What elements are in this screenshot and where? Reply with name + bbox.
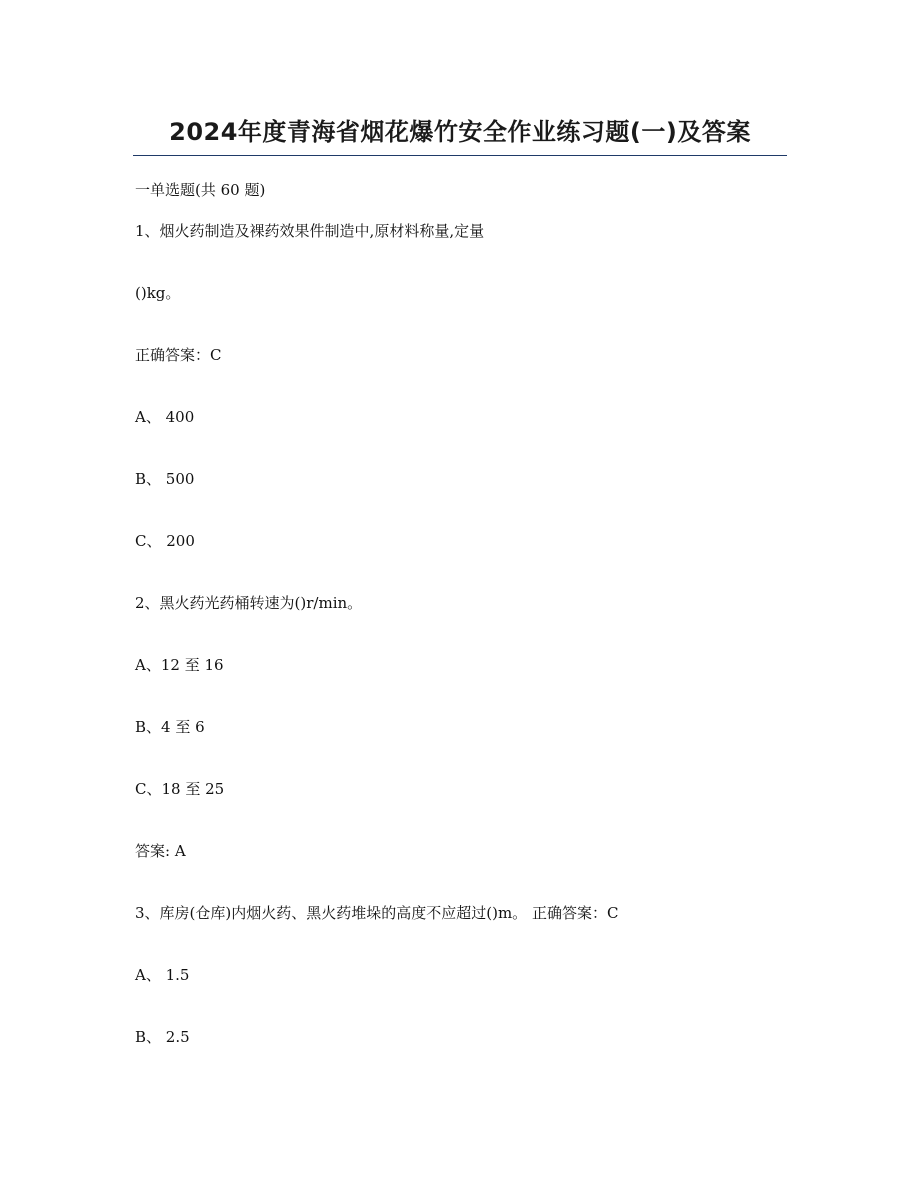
question-3-text: 3、库房(仓库)内烟火药、黑火药堆垛的高度不应超过()m。 正确答案：C [135, 904, 619, 922]
title-underline [133, 155, 787, 156]
question-2-option-c: C、18 至 25 [135, 780, 225, 798]
question-1-answer: 正确答案：C [135, 346, 222, 364]
question-1-option-a: A、 400 [135, 408, 195, 426]
document-title: 2024年度青海省烟花爆竹安全作业练习题(一)及答案 [169, 118, 751, 146]
question-2-text: 2、黑火药光药桶转速为()r/min。 [135, 594, 363, 612]
question-1-text-continued: ()kg。 [135, 284, 181, 302]
question-1-text: 1、烟火药制造及裸药效果件制造中,原材料称量,定量 [135, 222, 485, 240]
section-heading: 一单选题(共 60 题) [135, 181, 266, 199]
question-3-option-b: B、 2.5 [135, 1028, 190, 1046]
question-1-option-b: B、 500 [135, 470, 195, 488]
question-3-option-a: A、 1.5 [135, 966, 190, 984]
question-2-option-a: A、12 至 16 [135, 656, 224, 674]
question-1-option-c: C、 200 [135, 532, 195, 550]
question-2-option-b: B、4 至 6 [135, 718, 205, 736]
question-2-answer: 答案: A [135, 842, 186, 860]
